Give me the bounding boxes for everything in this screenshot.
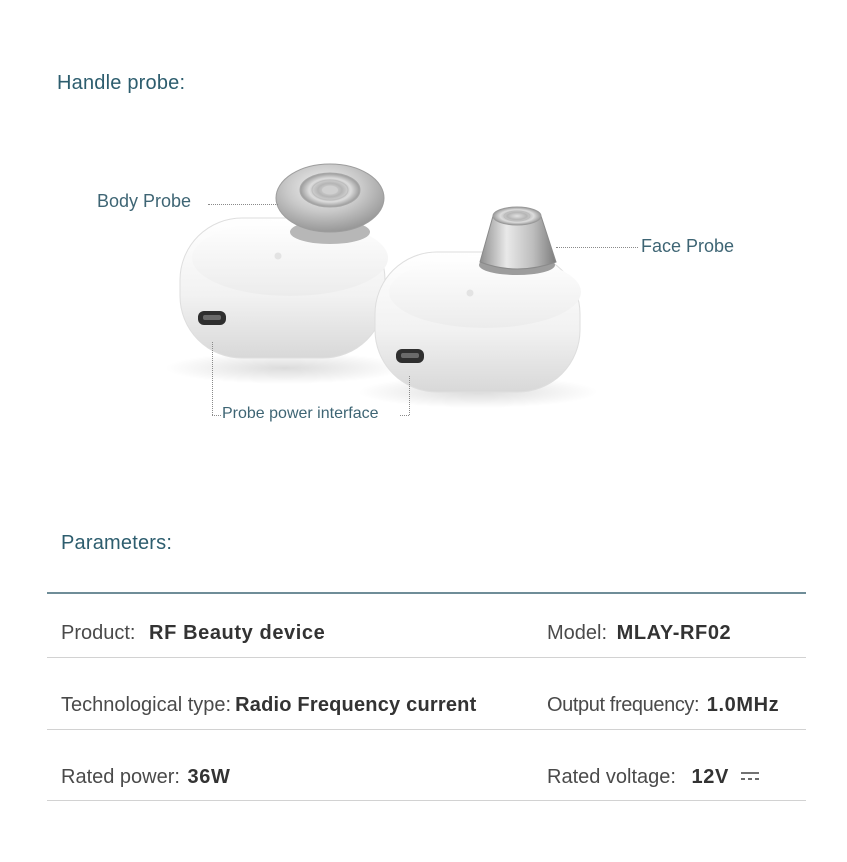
power-interface-label: Probe power interface (222, 405, 379, 422)
param-rated-voltage: Rated voltage: 12V (547, 766, 759, 789)
face-probe-device (358, 207, 598, 408)
parameters-title: Parameters: (61, 532, 173, 554)
dc-symbol-icon (741, 771, 759, 781)
body-probe-leader-line (208, 204, 278, 205)
face-probe-label: Face Probe (641, 236, 735, 256)
face-probe-leader-line (556, 247, 638, 248)
power-interface-leader-right-h (400, 415, 409, 416)
row-divider (47, 729, 806, 730)
row-divider (47, 800, 806, 801)
parameters-top-rule (47, 592, 806, 594)
body-probe-device (165, 164, 405, 384)
param-product: Product: RF Beauty device (61, 622, 326, 644)
body-probe-label: Body Probe (97, 191, 192, 211)
power-interface-leader-right (409, 376, 410, 415)
param-model: Model: MLAY-RF02 (547, 622, 732, 644)
power-interface-leader-left-h (212, 415, 221, 416)
param-output-frequency: Output frequency: 1.0MHz (547, 694, 780, 716)
row-divider (47, 657, 806, 658)
handle-probe-title: Handle probe: (57, 72, 186, 94)
param-technological-type: Technological type: Radio Frequency current (61, 694, 477, 716)
param-rated-power: Rated power: 36W (61, 766, 231, 788)
power-interface-leader-left (212, 342, 213, 415)
